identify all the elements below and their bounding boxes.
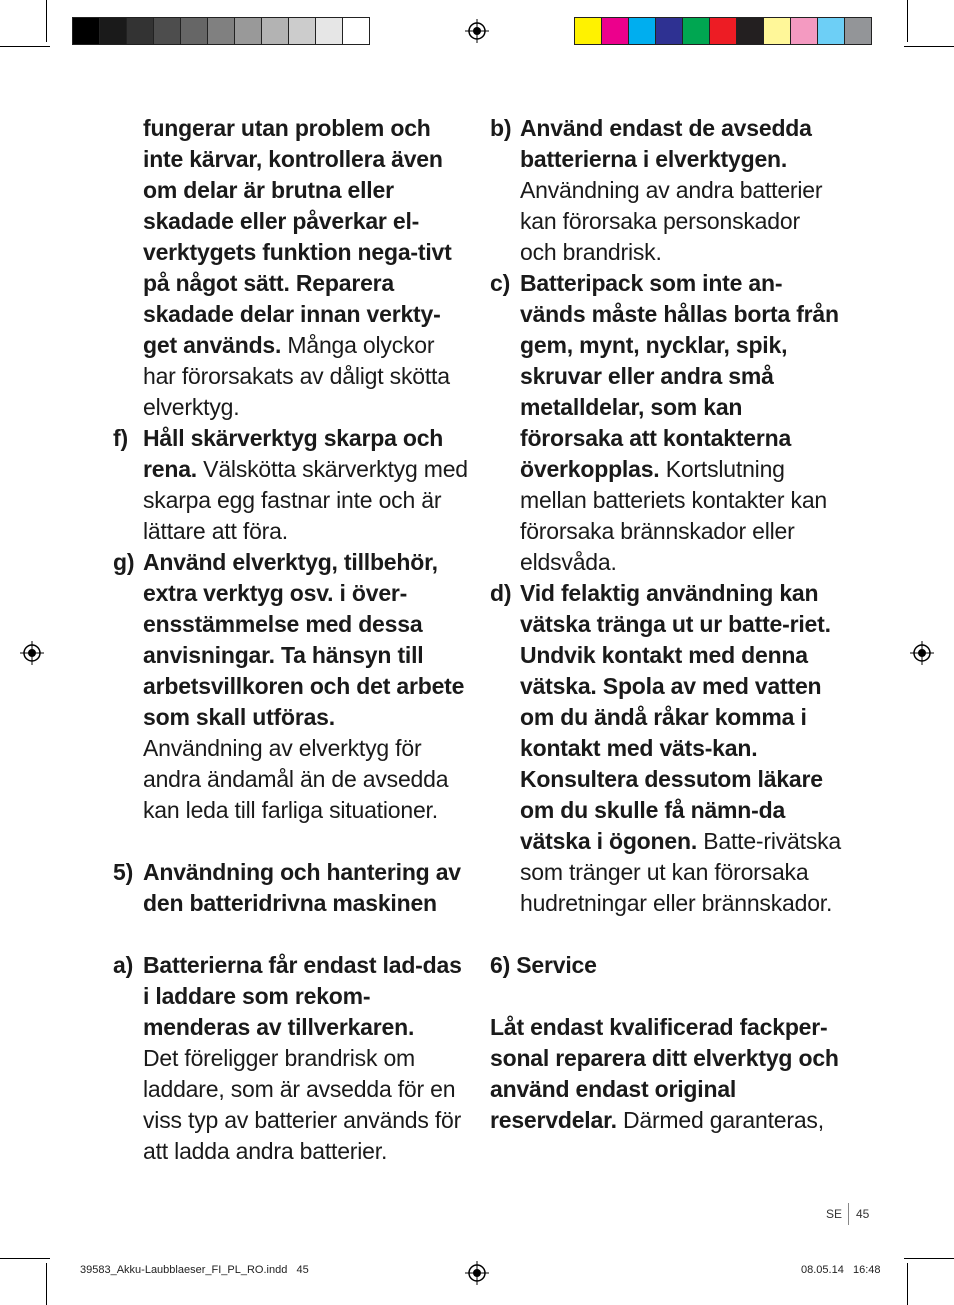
color-swatch (709, 17, 737, 45)
item-label: b) (490, 115, 512, 141)
item-f (113, 423, 468, 547)
item-d-bold: Vid felaktig användning kan vätska tränga ut ur batte-riet. Undvik kontakt med denna vätska. Spola av med vatten om du ändå råkar komma i kontakt med väts-kan. Konsultera dessutom läkare om du skulle få nämn-da vätska i ögonen. (520, 580, 831, 854)
item-c-text: Kortslutning mellan batteriets kontakter kan förorsaka brännskador eller eldsvåda. (520, 456, 828, 575)
section-6-heading (490, 950, 842, 981)
item-label: g) (113, 549, 135, 575)
item-b-bold: Använd endast de avsedda batterierna i elverktygen. (520, 115, 812, 172)
item-label: c) (490, 270, 511, 296)
intro-text: Många olyckor har förorsakats av dåligt skötta elverktyg. (143, 332, 450, 420)
left-column (113, 113, 468, 1167)
color-swatch (261, 17, 289, 45)
color-swatch (817, 17, 845, 45)
item-d (490, 578, 842, 919)
color-swatch (315, 17, 343, 45)
page-number: 45 (856, 1207, 870, 1221)
intro-paragraph (113, 113, 468, 423)
item-c (490, 268, 842, 578)
color-swatch (234, 17, 262, 45)
color-swatch (628, 17, 656, 45)
registration-mark-icon (465, 1261, 489, 1285)
crop-mark (904, 1258, 954, 1259)
color-swatch (574, 17, 602, 45)
registration-mark-icon (20, 641, 44, 665)
service-bold: Låt endast kvalificerad fackper-sonal reparera ditt elverktyg och använd endast original reservdelar. (490, 1014, 839, 1133)
grayscale-color-bar (72, 17, 369, 45)
process-color-bar (574, 17, 871, 45)
registration-mark-icon (910, 641, 934, 665)
language-code: SE (826, 1207, 843, 1221)
color-swatch (72, 17, 100, 45)
color-swatch (99, 17, 127, 45)
section-number: 6) (490, 952, 511, 978)
right-column (490, 113, 842, 1136)
item-label: a) (113, 952, 134, 978)
item-a-text: Det föreligger brandrisk om laddare, som är avsedda för en viss typ av batterier används för att ladda andra batterier. (143, 1045, 462, 1164)
service-text: Därmed garanteras, (616, 1107, 824, 1133)
item-b-text: Användning av andra batterier kan förorsaka personskador och brandrisk. (520, 177, 823, 265)
color-swatch (844, 17, 872, 45)
color-swatch (288, 17, 316, 45)
crop-mark (0, 1258, 50, 1259)
color-swatch (790, 17, 818, 45)
color-swatch (682, 17, 710, 45)
color-swatch (736, 17, 764, 45)
color-swatch (655, 17, 683, 45)
color-swatch (153, 17, 181, 45)
color-swatch (342, 17, 370, 45)
item-c-bold: Batteripack som inte an-vänds måste hållas borta från gem, mynt, nycklar, spik, skruvar eller andra små metalldelar, som kan förorsaka att kontakterna överkopplas. (520, 270, 839, 482)
crop-mark (46, 1263, 47, 1305)
crop-mark (907, 0, 908, 42)
color-swatch (763, 17, 791, 45)
color-swatch (180, 17, 208, 45)
crop-mark (907, 1263, 908, 1305)
item-f-text: Välskötta skärverktyg med skarpa egg fastnar inte och är lättare att föra. (143, 456, 468, 544)
item-b (490, 113, 842, 268)
slug-timestamp: 08.05.14 16:48 (801, 1264, 881, 1276)
section-number: 5) (113, 859, 134, 885)
item-f-bold: Håll skärverktyg skarpa och rena. (143, 425, 444, 482)
color-swatch (207, 17, 235, 45)
crop-mark (904, 46, 954, 47)
crop-mark (0, 46, 50, 47)
item-g-bold: Använd elverktyg, tillbehör, extra verktyg osv. i över-ensstämmelse med dessa anvisningar. Ta hänsyn till arbetsvillkoren och det arbete som skall utföras. (143, 549, 465, 730)
slug-filename: 39583_Akku-Laubblaeser_FI_PL_RO.indd 45 (80, 1264, 309, 1276)
item-a-bold: Batterierna får endast lad-das i laddare som rekom-menderas av tillverkaren. (143, 952, 462, 1040)
item-d-text: Batte-rivätska som tränger ut kan förorsaka hudretningar eller brännskador. (520, 828, 842, 916)
item-g (113, 547, 468, 826)
registration-mark-icon (465, 19, 489, 43)
service-paragraph (490, 1012, 842, 1136)
section-6-title: Service (516, 952, 597, 978)
crop-mark (46, 0, 47, 42)
intro-bold: fungerar utan problem och inte kärvar, kontrollera även om delar är brutna eller skadade eller påverkar el-verktygets funktion nega-tivt på något sätt. Reparera skadade delar innan verkty-get används. (143, 115, 452, 358)
footer-divider (848, 1203, 849, 1225)
item-label: f) (113, 425, 128, 451)
item-label: d) (490, 580, 512, 606)
item-g-text: Användning av elverktyg för andra ändamål än de avsedda kan leda till farliga situationer. (143, 735, 449, 823)
section-5-title: Användning och hantering av den batteridrivna maskinen (143, 859, 461, 916)
item-a (113, 950, 468, 1167)
section-5-heading (113, 857, 468, 919)
color-swatch (601, 17, 629, 45)
color-swatch (126, 17, 154, 45)
